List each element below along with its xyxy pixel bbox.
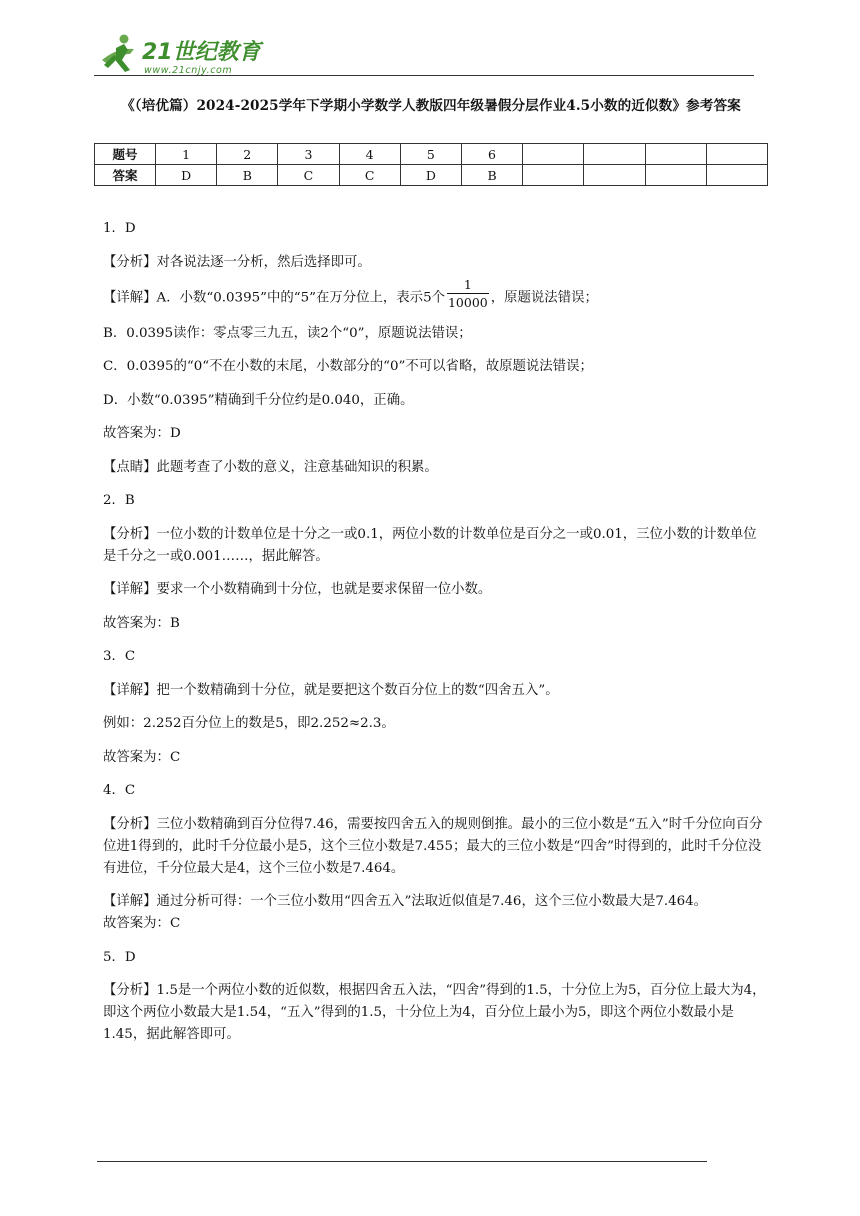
table-cell [706,165,767,186]
header-rule [94,75,754,76]
table-cell: 6 [461,144,522,165]
answer-content [103,218,768,1058]
q1-option-d: D．小数“0.0395”精确到千分位约是0.040，正确。 [103,392,414,408]
q1-heading: 1．D [103,221,136,236]
fraction [447,276,489,311]
row-label-number: 题号 [95,144,156,165]
q5-heading: 5．D [103,949,136,965]
table-cell: D [156,165,217,186]
table-cell [584,165,645,186]
table-cell: 4 [339,144,400,165]
table-cell: 3 [278,144,339,165]
q4-analysis: 【分析】三位小数精确到百分位得7.46，需要按四舍五入的规则倒推。最小的三位小数是“五入”时千分位向百分位进1得到的，此时千分位最小是5，这个三位小数是7.455；最大的三位小数是“四舍”时得到的，此时千分位没有进位，千分位最大是4，这个三位小数是7.464。 [103,816,763,876]
q2-detail: 【详解】要求一个小数精确到十分位，也就是要求保留一位小数。 [103,582,492,597]
q1-analysis: 【分析】对各说法逐一分析，然后选择即可。 [103,254,371,270]
runner-icon [102,35,134,73]
table-cell: B [217,165,278,186]
table-row-answers [95,165,768,186]
table-cell: 1 [156,144,217,165]
q1-option-b: B．0.0395读作：零点零三九五，读2个“0”，原题说法错误； [103,325,472,341]
q1-detail-a [103,277,768,311]
q5-analysis: 【分析】1.5是一个两位小数的近似数，根据四舍五入法，“四舍”得到的1.5，十分位上为5，百分位上最大为4，即这个两位小数最大是1.54，“五入”得到的1.5，十分位上为4，百分位上最小为5，即这个两位小数最小是1.45，据此解答即可。 [103,983,766,1042]
q3-heading: 3．C [103,649,136,664]
q2-analysis: 【分析】一位小数的计数单位是十分之一或0.1，两位小数的计数单位是百分之一或0.01，三位小数的计数单位是千分之一或0.001……，据此解答。 [103,526,757,564]
q1-option-c: C．0.0395的“0“不在小数的末尾，小数部分的“0”不可以省略，故原题说法错误； [103,359,593,374]
footer-rule [97,1161,707,1162]
table-cell: B [461,165,522,186]
q4-detail: 【详解】通过分析可得：一个三位小数用“四舍五入”法取近似值是7.46，这个三位小数最大是7.464。 [103,894,708,909]
table-cell [523,165,584,186]
q1-comment: 【点睛】此题考查了小数的意义，注意基础知识的积累。 [103,459,438,475]
fraction-denominator: 10000 [447,295,488,310]
logo-url: www.21cnjy.com [144,65,233,76]
table-cell [706,144,767,165]
table-cell: 2 [217,144,278,165]
table-cell: D [400,165,461,186]
q4-heading: 4．C [103,783,136,798]
table-row-numbers [95,144,768,165]
site-logo [94,30,294,80]
q4-answer: 故答案为：C [103,916,181,931]
q3-answer: 故答案为：C [103,749,181,765]
table-cell: 5 [400,144,461,165]
q3-detail: 【详解】把一个数精确到十分位，就是要把这个数百分位上的数“四舍五入”。 [103,682,559,698]
row-label-answer: 答案 [95,165,156,186]
q1-answer: 故答案为：D [103,426,181,441]
q1-detail-a-post: ，原题说法错误； [490,290,598,306]
table-cell [584,144,645,165]
q2-heading: 2．B [103,493,135,508]
document-title: 《（培优篇）2024-2025学年下学期小学数学人教版四年级暑假分层作业4.5小数的近似数》参考答案 [121,98,741,114]
table-cell [645,165,706,186]
table-cell [645,144,706,165]
table-cell [523,144,584,165]
table-cell: C [339,165,400,186]
q2-answer: 故答案为：B [103,615,180,631]
q1-detail-a-pre: 【详解】A．小数“0.0395”中的“5”在万分位上，表示5个 [103,290,445,306]
fraction-numerator: 1 [447,276,489,294]
answer-table [94,143,768,186]
q3-example: 例如：2.252百分位上的数是5，即2.252≈2.3。 [103,716,395,731]
logo-text: 21世纪教育 [142,40,261,65]
table-cell: C [278,165,339,186]
